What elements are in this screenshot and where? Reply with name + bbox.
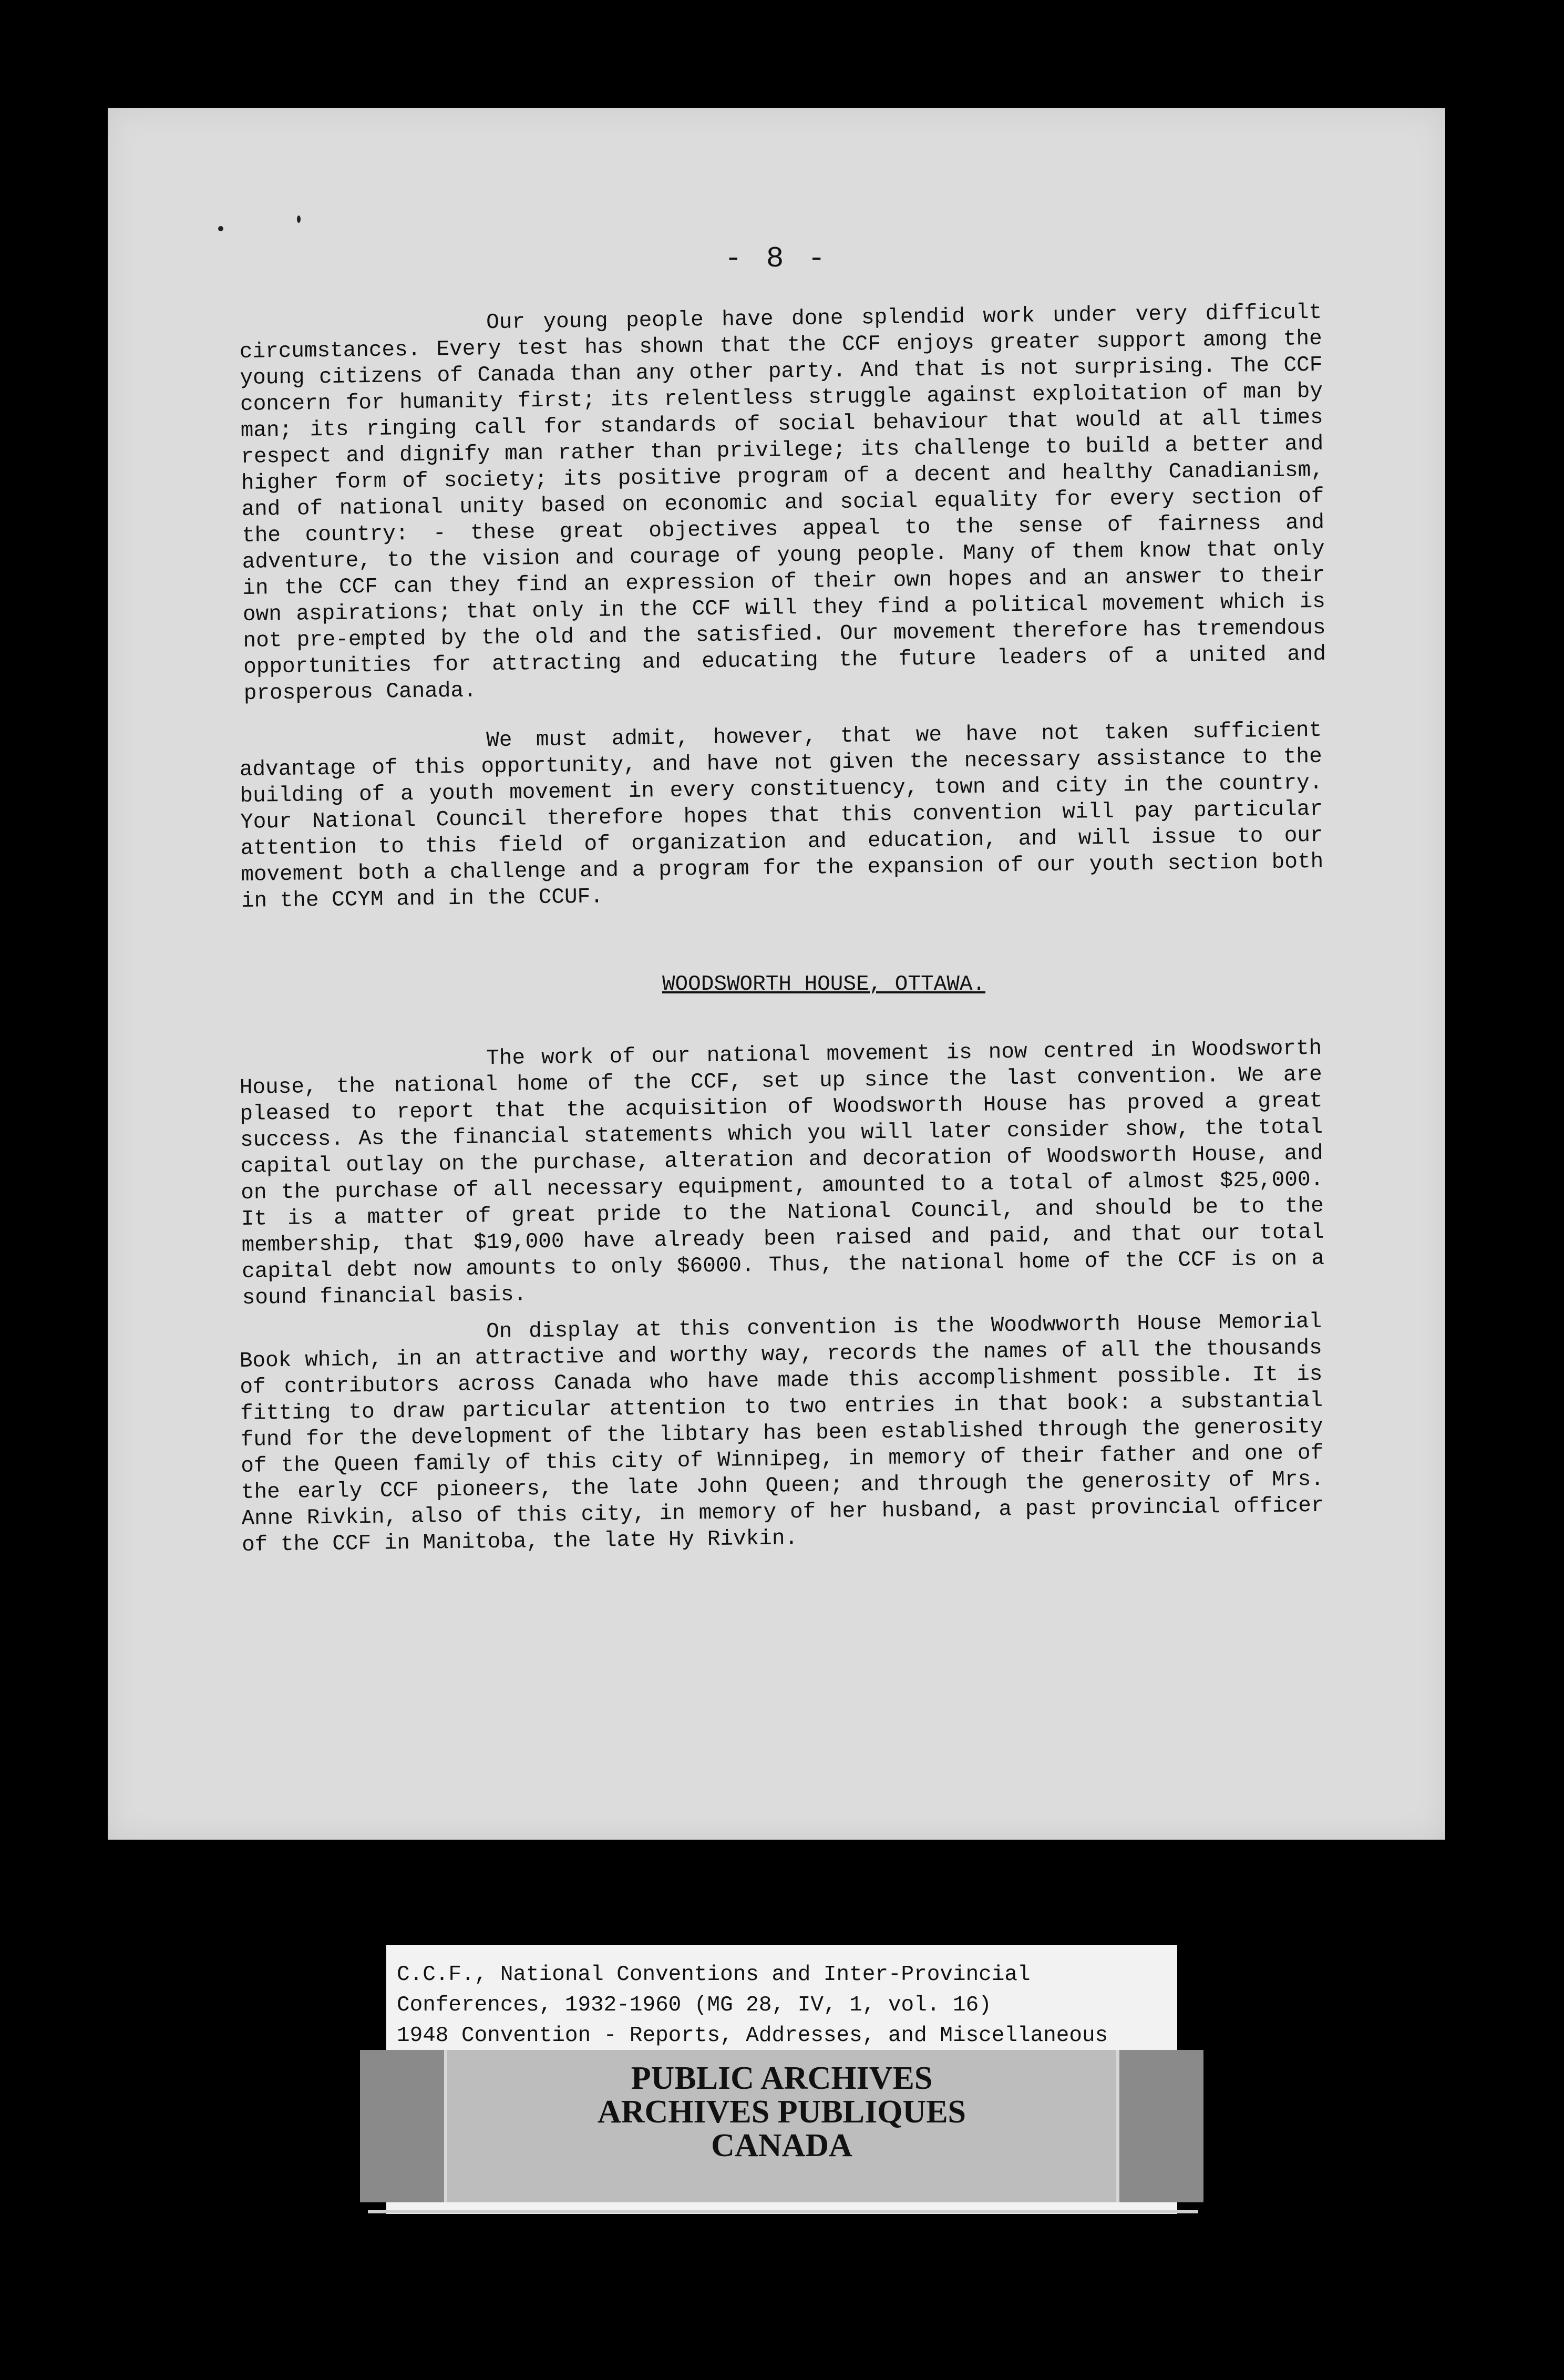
stamp-underline: [368, 2210, 1198, 2213]
catalog-line-collection: C.C.F., National Conventions and Inter-Provincial: [397, 1963, 1031, 1987]
page-number: - 8 -: [724, 242, 829, 275]
section-heading: WOODSWORTH HOUSE, OTTAWA.: [662, 972, 986, 997]
catalog-line-file: 1948 Convention - Reports, Addresses, and Miscellaneous: [397, 2024, 1108, 2048]
margin-mark: [297, 216, 301, 223]
paragraph-youth-support: Our young people have done splendid work under very difficult circumstances. Every test has shown that the CCF enjoys greater support among the young citizens of Canada than any other party. And that is not surprising. The CCF concern for humanity first; its relentless struggle against exploitation of man by man; its ringing call for standards of social behaviour that would at all times respect and dignify man rather than privilege; its challenge to build a better and higher form of society; its positive program of a decent and healthy Canadianism, and of national unity based on economic and social equality for every section of the country: - these great objectives appeal to the sense of fairness and adventure, to the vision and courage of young people. Many of them know that only in the CCF can they find an expression of their own hopes and an answer to their own aspirations; that only in the CCF will they find a political movement which is not pre-empted by the old and the satisfied. Our movement therefore has tremendous opportunities for attracting and educating the future leaders of a united and prosperous Canada.: [239, 300, 1326, 706]
paragraph-youth-movement: We must admit, however, that we have not taken sufficient advantage of this opportunity, and have not given the necessary assistance to the building of a youth movement in every constituency, town and city in the country. Your National Council therefore hopes that this convention will pay particular attention to this field of organization and education, and will issue to our movement both a challenge and a program for the expansion of our youth section both in the CCYM and in the CCUF.: [239, 718, 1324, 914]
document-page: [108, 108, 1445, 1840]
margin-mark: [218, 226, 223, 231]
stamp-line-country: CANADA: [711, 2128, 852, 2163]
stamp-line-english: PUBLIC ARCHIVES: [631, 2060, 933, 2096]
catalog-line-reference: Conferences, 1932-1960 (MG 28, IV, 1, vol. 16): [397, 1993, 992, 2017]
stamp-line-french: ARCHIVES PUBLIQUES: [597, 2094, 966, 2130]
archive-stamp: [360, 2050, 1203, 2202]
paragraph-memorial-book: On display at this convention is the Woodwworth House Memorial Book which, in an attractive and worthy way, records the names of all the thousands of contributors across Canada who have made this accomplishment possible. It is fitting to draw particular attention to two entries in that book: a substantial fund for the development of the libtary has been established through the generosity of the Queen family of this city of Winnipeg, in memory of their father and one of the early CCF pioneers, the late John Queen; and through the generosity of Mrs. Anne Rivkin, also of this city, in memory of her husband, a past provincial officer of the CCF in Manitoba, the late Hy Rivkin.: [239, 1309, 1324, 1557]
paragraph-woodsworth-house: The work of our national movement is now centred in Woodsworth House, the national home of the CCF, set up since the last convention. We are pleased to report that the acquisition of Woodsworth House has proved a great success. As the financial statements which you will later consider show, the total capital outlay on the purchase, alteration and decoration of Woodsworth House, and on the purchase of all necessary equipment, amounted to a total of almost $25,000. It is a matter of great pride to the National Council, and should be to the membership, that $19,000 have already been raised and paid, and that our total capital debt now amounts to only $6000. Thus, the national home of the CCF is on a sound financial basis.: [239, 1036, 1325, 1310]
